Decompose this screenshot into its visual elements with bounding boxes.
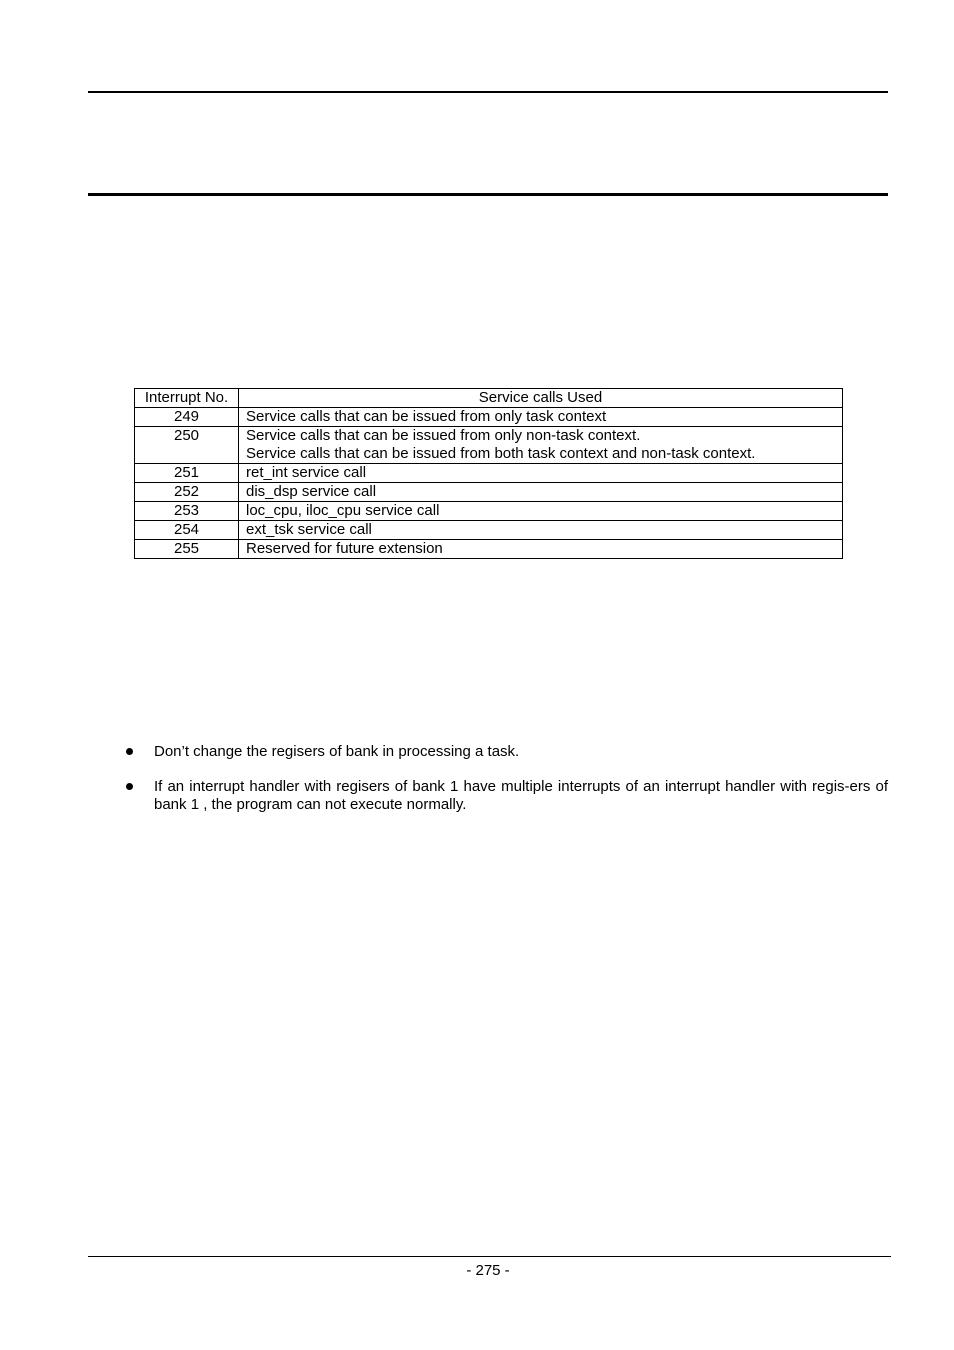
service-calls-cell [239, 540, 843, 559]
header-rule-top [88, 91, 888, 93]
interrupt-service-table [134, 388, 843, 559]
service-calls-line: Service calls that can be issued from only non-task context. [246, 427, 641, 444]
service-calls-line: Service calls that can be issued from only task context [246, 408, 607, 425]
note-item [124, 778, 888, 814]
header-rule-bottom [88, 193, 888, 196]
interrupt-number: 250 [135, 427, 239, 464]
service-calls-cell [239, 427, 843, 464]
note-text: If an interrupt handler with regisers of bank 1 have multiple interrupts of an interrupt handler with regis-ers of bank 1 , the program can not execute normally. [154, 778, 888, 813]
service-calls-cell [239, 521, 843, 540]
interrupt-number: 254 [135, 521, 239, 540]
table-row [135, 502, 843, 521]
bullet-icon [126, 748, 133, 755]
interrupt-number: 255 [135, 540, 239, 559]
table-header-row [135, 389, 843, 408]
interrupt-number: 251 [135, 464, 239, 483]
column-header-service-calls: Service calls Used [239, 389, 843, 408]
note-text: Don’t change the regisers of bank in processing a task. [154, 743, 520, 760]
interrupt-number: 252 [135, 483, 239, 502]
service-calls-cell [239, 483, 843, 502]
service-calls-line: loc_cpu, iloc_cpu service call [246, 502, 440, 519]
note-item [124, 743, 888, 761]
service-calls-line: Service calls that can be issued from both task context and non-task context. [246, 445, 756, 462]
service-calls-line: ret_int service call [246, 464, 367, 481]
column-header-interrupt-no: Interrupt No. [135, 389, 239, 408]
service-calls-cell [239, 408, 843, 427]
service-calls-cell [239, 464, 843, 483]
notes-list [124, 743, 888, 831]
interrupt-number: 249 [135, 408, 239, 427]
page-number: - 275 - [466, 1262, 510, 1279]
table-row [135, 464, 843, 483]
service-calls-line: dis_dsp service call [246, 483, 377, 500]
bullet-icon [126, 783, 133, 790]
footer-rule [88, 1256, 891, 1257]
interrupt-number: 253 [135, 502, 239, 521]
service-calls-line: ext_tsk service call [246, 521, 372, 538]
table-row [135, 427, 843, 464]
table-row [135, 521, 843, 540]
table-row [135, 540, 843, 559]
table-row [135, 408, 843, 427]
service-calls-cell [239, 502, 843, 521]
service-calls-line: Reserved for future extension [246, 540, 443, 557]
table-row [135, 483, 843, 502]
